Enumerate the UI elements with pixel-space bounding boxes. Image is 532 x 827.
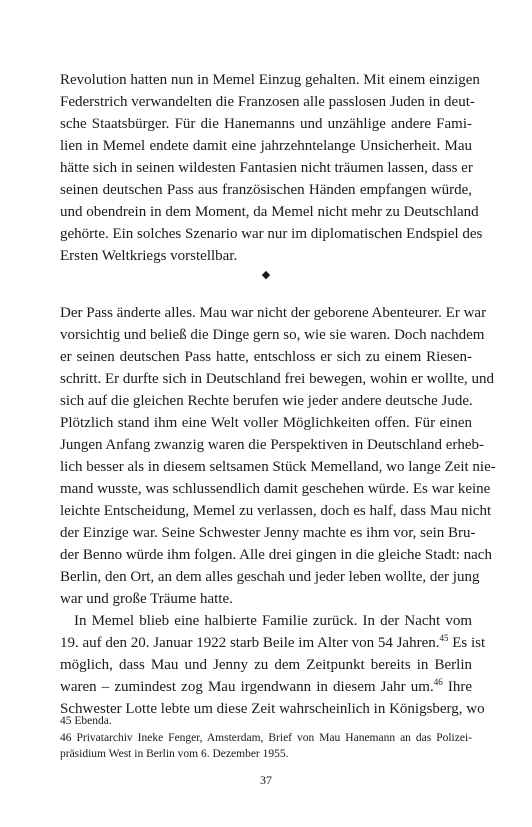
text-line: mand wusste, was schlussendlich damit geschehen würde. Es war keine [60, 481, 491, 497]
page-number: 37 [260, 773, 272, 787]
text-line: der Benno würde ihm folgen. Alle drei gingen in die gleiche Stadt: nach [60, 547, 492, 563]
text-line: Federstrich verwandelten die Franzosen alle passlosen Juden in deut- [60, 94, 475, 110]
footnote-45: 45 Ebenda. [60, 715, 112, 727]
text-line: der Einzige war. Seine Schwester Jenny machte es ihm vor, sein Bru- [60, 525, 476, 541]
text-line: In Memel blieb eine halbierte Familie zurück. In der Nacht vom [74, 613, 472, 629]
text-line: leichte Entscheidung, Memel zu verlassen, doch es half, dass Mau nicht [60, 503, 492, 519]
section-ornament: ◆ [261, 269, 271, 281]
text-line: gehörte. Ein solches Szenario war nur im diplomatischen Endspiel des [60, 226, 483, 242]
text-line: seinen deutschen Pass aus französischen Händen empfangen würde, [60, 182, 472, 198]
text-line: Berlin, den Ort, an dem alles geschah und jeder leben wollte, der jung [60, 569, 480, 585]
text-line: Plötzlich stand ihm eine Welt voller Möglichkeiten offen. Für einen [60, 415, 472, 431]
text-line: Schwester Lotte lebte um diese Zeit wahrscheinlich in Königsberg, wo [60, 701, 485, 717]
text-line: Ersten Weltkriegs vorstellbar. [60, 248, 238, 264]
text-segment: Ihre [442, 679, 472, 695]
text-line: schritt. Er durfte sich in Deutschland frei bewegen, wohin er wollte, und [60, 371, 495, 387]
footnote-46: 46 Privatarchiv Ineke Fenger, Amsterdam, Brief von Mau Hanemann an das Polizei- [60, 732, 472, 744]
text-line: Revolution hatten nun in Memel Einzug gehalten. Mit einem einzigen [60, 72, 480, 88]
text-line [60, 677, 472, 697]
text-line: Jungen Anfang zwanzig waren die Perspektiven in Deutschland erheb- [60, 437, 485, 453]
text-line: vorsichtig und beließ die Dinge gern so, wie sie waren. Doch nachdem [60, 327, 485, 343]
text-segment: 19. auf den 20. Januar 1922 starb Beile im Alter von 54 Jahren. [60, 635, 440, 651]
text-segment: waren – zumindest zog Mau irgendwann in diesem Jahr um. [60, 679, 434, 695]
text-line: sich auf die gleichen Rechte berufen wie jeder andere deutsche Jude. [60, 393, 473, 409]
footnote-46-continued: präsidium West in Berlin vom 6. Dezember 1955. [60, 748, 289, 760]
text-line: er seinen deutschen Pass hatte, entschloss er sich zu einem Riesen- [60, 349, 472, 365]
text-line: sche Staatsbürger. Für die Hanemanns und unzählige andere Fami- [60, 116, 472, 132]
text-line [60, 633, 486, 653]
footnote-ref: 45 [439, 633, 449, 643]
text-line: lich besser als in diesem seltsamen Stück Memelland, wo lange Zeit nie- [60, 459, 496, 475]
footnote-ref: 46 [433, 677, 443, 687]
text-line: möglich, dass Mau und Jenny zu dem Zeitpunkt bereits in Berlin [60, 657, 472, 673]
text-line: war und große Träume hatte. [60, 591, 233, 607]
text-segment: Es ist [448, 635, 486, 651]
text-line: lien in Memel endete damit eine jahrzehntelange Unsicherheit. Mau [60, 138, 472, 154]
text-line: hätte sich in seinen wildesten Fantasien nicht träumen lassen, dass er [60, 160, 473, 176]
text-line: und obendrein in dem Moment, da Memel nicht mehr zu Deutschland [60, 204, 479, 220]
text-line: Der Pass änderte alles. Mau war nicht der geborene Abenteurer. Er war [60, 305, 487, 321]
